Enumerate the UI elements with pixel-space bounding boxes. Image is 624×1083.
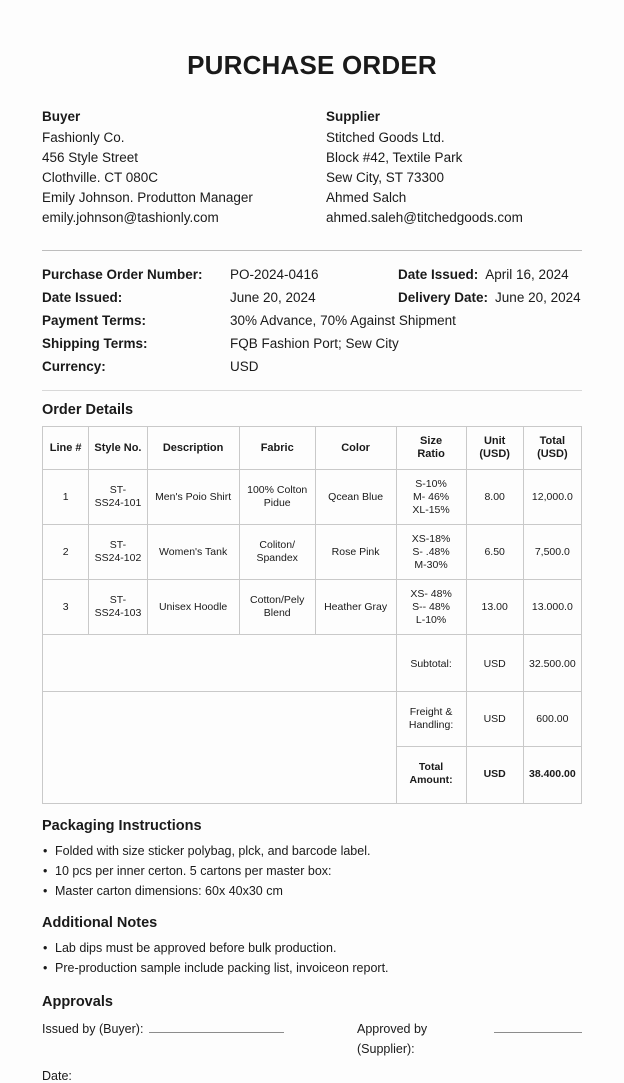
meta-row	[42, 332, 582, 355]
approvals-heading: Approvals	[42, 994, 113, 1010]
column-header-total	[523, 427, 581, 470]
meta-value: June 20, 2024	[495, 290, 581, 305]
meta-value: USD	[230, 359, 259, 374]
totals-amount-freight: 600.00	[523, 692, 581, 747]
meta-row	[42, 309, 582, 332]
buyer-signature-group	[42, 1019, 357, 1039]
order-meta-section	[42, 263, 582, 378]
cell-description: Women's Tank	[147, 525, 239, 580]
cell-total-price: 13.000.0	[523, 580, 581, 635]
divider-above-meta	[42, 250, 582, 251]
supplier-block	[312, 109, 582, 228]
cell-fabric-line2: Spandex	[256, 552, 298, 564]
cell-unit-price: 8.00	[466, 470, 523, 525]
column-header-fabric: Fabric	[239, 427, 315, 470]
cell-size-ratio-line3: L-10%	[415, 613, 447, 626]
cell-color: Heather Gray	[315, 580, 396, 635]
totals-currency-freight: USD	[466, 692, 523, 747]
cell-style-no-line2: SS24-101	[94, 497, 142, 509]
cell-total-price: 7,500.0	[523, 525, 581, 580]
parties-section	[42, 109, 582, 228]
totals-label-total: Total Amount:	[396, 747, 466, 804]
cell-size-ratio-line2: S-- 48%	[412, 600, 451, 613]
date-label: Date:	[42, 1069, 72, 1083]
totals-spacer	[43, 692, 397, 747]
buyer-signature-line[interactable]	[149, 1020, 284, 1033]
meta-right-pair	[398, 286, 581, 309]
column-header-total-line1: Total	[539, 435, 566, 447]
buyer-heading: Buyer	[42, 109, 81, 124]
cell-style-no-line2: SS24-102	[94, 552, 142, 564]
cell-fabric-line1: Coliton/	[259, 539, 295, 551]
column-header-unit-line2: (USD)	[479, 448, 510, 460]
cell-style-no-line1: ST-	[109, 484, 127, 496]
cell-size-ratio-line2: S- .48%	[412, 545, 450, 558]
column-header-total-line2: (USD)	[537, 448, 568, 460]
cell-size-ratio-line1: S-10%	[415, 477, 447, 490]
buyer-street: 456 Style Street	[42, 150, 139, 165]
packaging-list	[42, 841, 582, 901]
buyer-contact: Emily Johnson. Produtton Manager	[42, 190, 253, 205]
meta-label: Purchase Order Number:	[42, 267, 203, 282]
totals-spacer	[43, 635, 397, 692]
supplier-signature-line[interactable]	[494, 1020, 582, 1033]
column-header-line: Line #	[43, 427, 89, 470]
table-row	[43, 525, 582, 580]
buyer-city: Clothville. CT 080C	[42, 170, 159, 185]
column-header-size-ratio-line2: Ratio	[417, 448, 445, 460]
column-header-size-ratio	[396, 427, 466, 470]
column-header-color: Color	[315, 427, 396, 470]
additional-notes-heading: Additional Notes	[42, 915, 158, 931]
buyer-block	[42, 109, 312, 228]
column-header-unit-line1: Unit	[483, 435, 506, 447]
totals-amount-total: 38.400.00	[523, 747, 581, 804]
meta-value: FQB Fashion Port; Sew City	[230, 336, 399, 351]
approvals-signature-row	[42, 1019, 582, 1059]
supplier-signature-group	[357, 1019, 582, 1059]
column-header-style: Style No.	[89, 427, 147, 470]
cell-size-ratio	[396, 525, 466, 580]
totals-spacer	[43, 747, 397, 804]
table-header-row	[43, 427, 582, 470]
meta-row	[42, 355, 582, 378]
cell-line: 2	[43, 525, 89, 580]
additional-notes-list	[42, 938, 582, 978]
totals-amount-subtotal: 32.500.00	[523, 635, 581, 692]
cell-color: Rose Pink	[315, 525, 396, 580]
supplier-city: Sew City, ST 73300	[326, 170, 445, 185]
meta-value: June 20, 2024	[230, 290, 316, 305]
meta-value: PO-2024-0416	[230, 267, 319, 282]
column-header-description: Description	[147, 427, 239, 470]
meta-left-pair	[42, 286, 398, 309]
cell-line: 1	[43, 470, 89, 525]
cell-fabric-line1: 100% Colton	[247, 484, 308, 496]
buyer-signature-label: Issued by (Buyer):	[42, 1022, 144, 1036]
meta-row	[42, 263, 582, 286]
column-header-unit	[466, 427, 523, 470]
meta-right-pair	[398, 263, 569, 286]
list-item: • 10 pcs per inner certon. 5 cartons per master box:	[42, 861, 582, 881]
meta-left-pair	[42, 309, 456, 332]
supplier-company: Stitched Goods Ltd.	[326, 130, 445, 145]
meta-label: Payment Terms:	[42, 313, 147, 328]
meta-left-pair	[42, 355, 398, 378]
order-details-table	[42, 426, 582, 804]
cell-style-no	[89, 580, 147, 635]
buyer-email: emily.johnson@tashionly.com	[42, 210, 219, 225]
supplier-contact: Ahmed Salch	[326, 190, 407, 205]
meta-label: Delivery Date:	[398, 290, 489, 305]
totals-currency-total: USD	[466, 747, 523, 804]
meta-left-pair	[42, 263, 398, 286]
meta-row	[42, 286, 582, 309]
cell-unit-price: 13.00	[466, 580, 523, 635]
cell-fabric-line1: Cotton/Pely	[250, 594, 305, 606]
totals-row-subtotal	[43, 635, 582, 692]
cell-style-no-line1: ST-	[109, 539, 127, 551]
list-item: • Folded with size sticker polybag, plck, and barcode label.	[42, 841, 582, 861]
cell-fabric	[239, 580, 315, 635]
cell-style-no-line1: ST-	[109, 594, 127, 606]
cell-size-ratio-line3: M-30%	[414, 558, 448, 571]
cell-size-ratio-line1: XS-18%	[411, 532, 451, 545]
cell-size-ratio-line3: XL-15%	[412, 503, 450, 516]
cell-size-ratio-line2: M- 46%	[412, 490, 450, 503]
meta-label: Date Issued:	[42, 290, 123, 305]
cell-style-no	[89, 470, 147, 525]
totals-row-total	[43, 747, 582, 804]
table-row	[43, 580, 582, 635]
cell-color: Qcean Blue	[315, 470, 396, 525]
page-title: PURCHASE ORDER	[187, 50, 437, 80]
buyer-company: Fashionly Co.	[42, 130, 125, 145]
cell-size-ratio-line1: XS- 48%	[410, 587, 452, 600]
cell-fabric-line2: Blend	[263, 607, 291, 619]
column-header-size-ratio-line1: Size	[420, 435, 443, 447]
table-row	[43, 470, 582, 525]
cell-description: Men's Poio Shirt	[147, 470, 239, 525]
cell-size-ratio	[396, 580, 466, 635]
cell-fabric-line2: Pidue	[263, 497, 291, 509]
cell-unit-price: 6.50	[466, 525, 523, 580]
cell-style-no-line2: SS24-103	[94, 607, 142, 619]
totals-row-freight	[43, 692, 582, 747]
cell-line: 3	[43, 580, 89, 635]
totals-currency-subtotal: USD	[466, 635, 523, 692]
cell-size-ratio	[396, 470, 466, 525]
supplier-email: ahmed.saleh@titchedgoods.com	[326, 210, 523, 225]
packaging-heading: Packaging Instructions	[42, 818, 202, 834]
list-item: • Pre-production sample include packing list, invoiceon report.	[42, 958, 582, 978]
totals-label-subtotal: Subtotal:	[396, 635, 466, 692]
supplier-heading: Supplier	[326, 109, 381, 124]
cell-style-no	[89, 525, 147, 580]
cell-total-price: 12,000.0	[523, 470, 581, 525]
divider-below-meta	[42, 390, 582, 391]
list-item: • Lab dips must be approved before bulk production.	[42, 938, 582, 958]
meta-label: Currency:	[42, 359, 106, 374]
meta-label: Shipping Terms:	[42, 336, 148, 351]
cell-fabric	[239, 525, 315, 580]
meta-left-pair	[42, 332, 398, 355]
cell-description: Unisex Hoodle	[147, 580, 239, 635]
meta-value: 30% Advance, 70% Against Shipment	[230, 313, 456, 328]
list-item: • Master carton dimensions: 60x 40x30 cm	[42, 881, 582, 901]
cell-fabric	[239, 470, 315, 525]
totals-label-freight: Freight & Handling:	[396, 692, 466, 747]
order-details-heading: Order Details	[42, 402, 134, 418]
meta-label: Date Issued:	[398, 267, 479, 282]
meta-value: April 16, 2024	[485, 267, 569, 282]
supplier-street: Block #42, Textile Park	[326, 150, 463, 165]
supplier-signature-label: Approved by (Supplier):	[357, 1022, 428, 1056]
